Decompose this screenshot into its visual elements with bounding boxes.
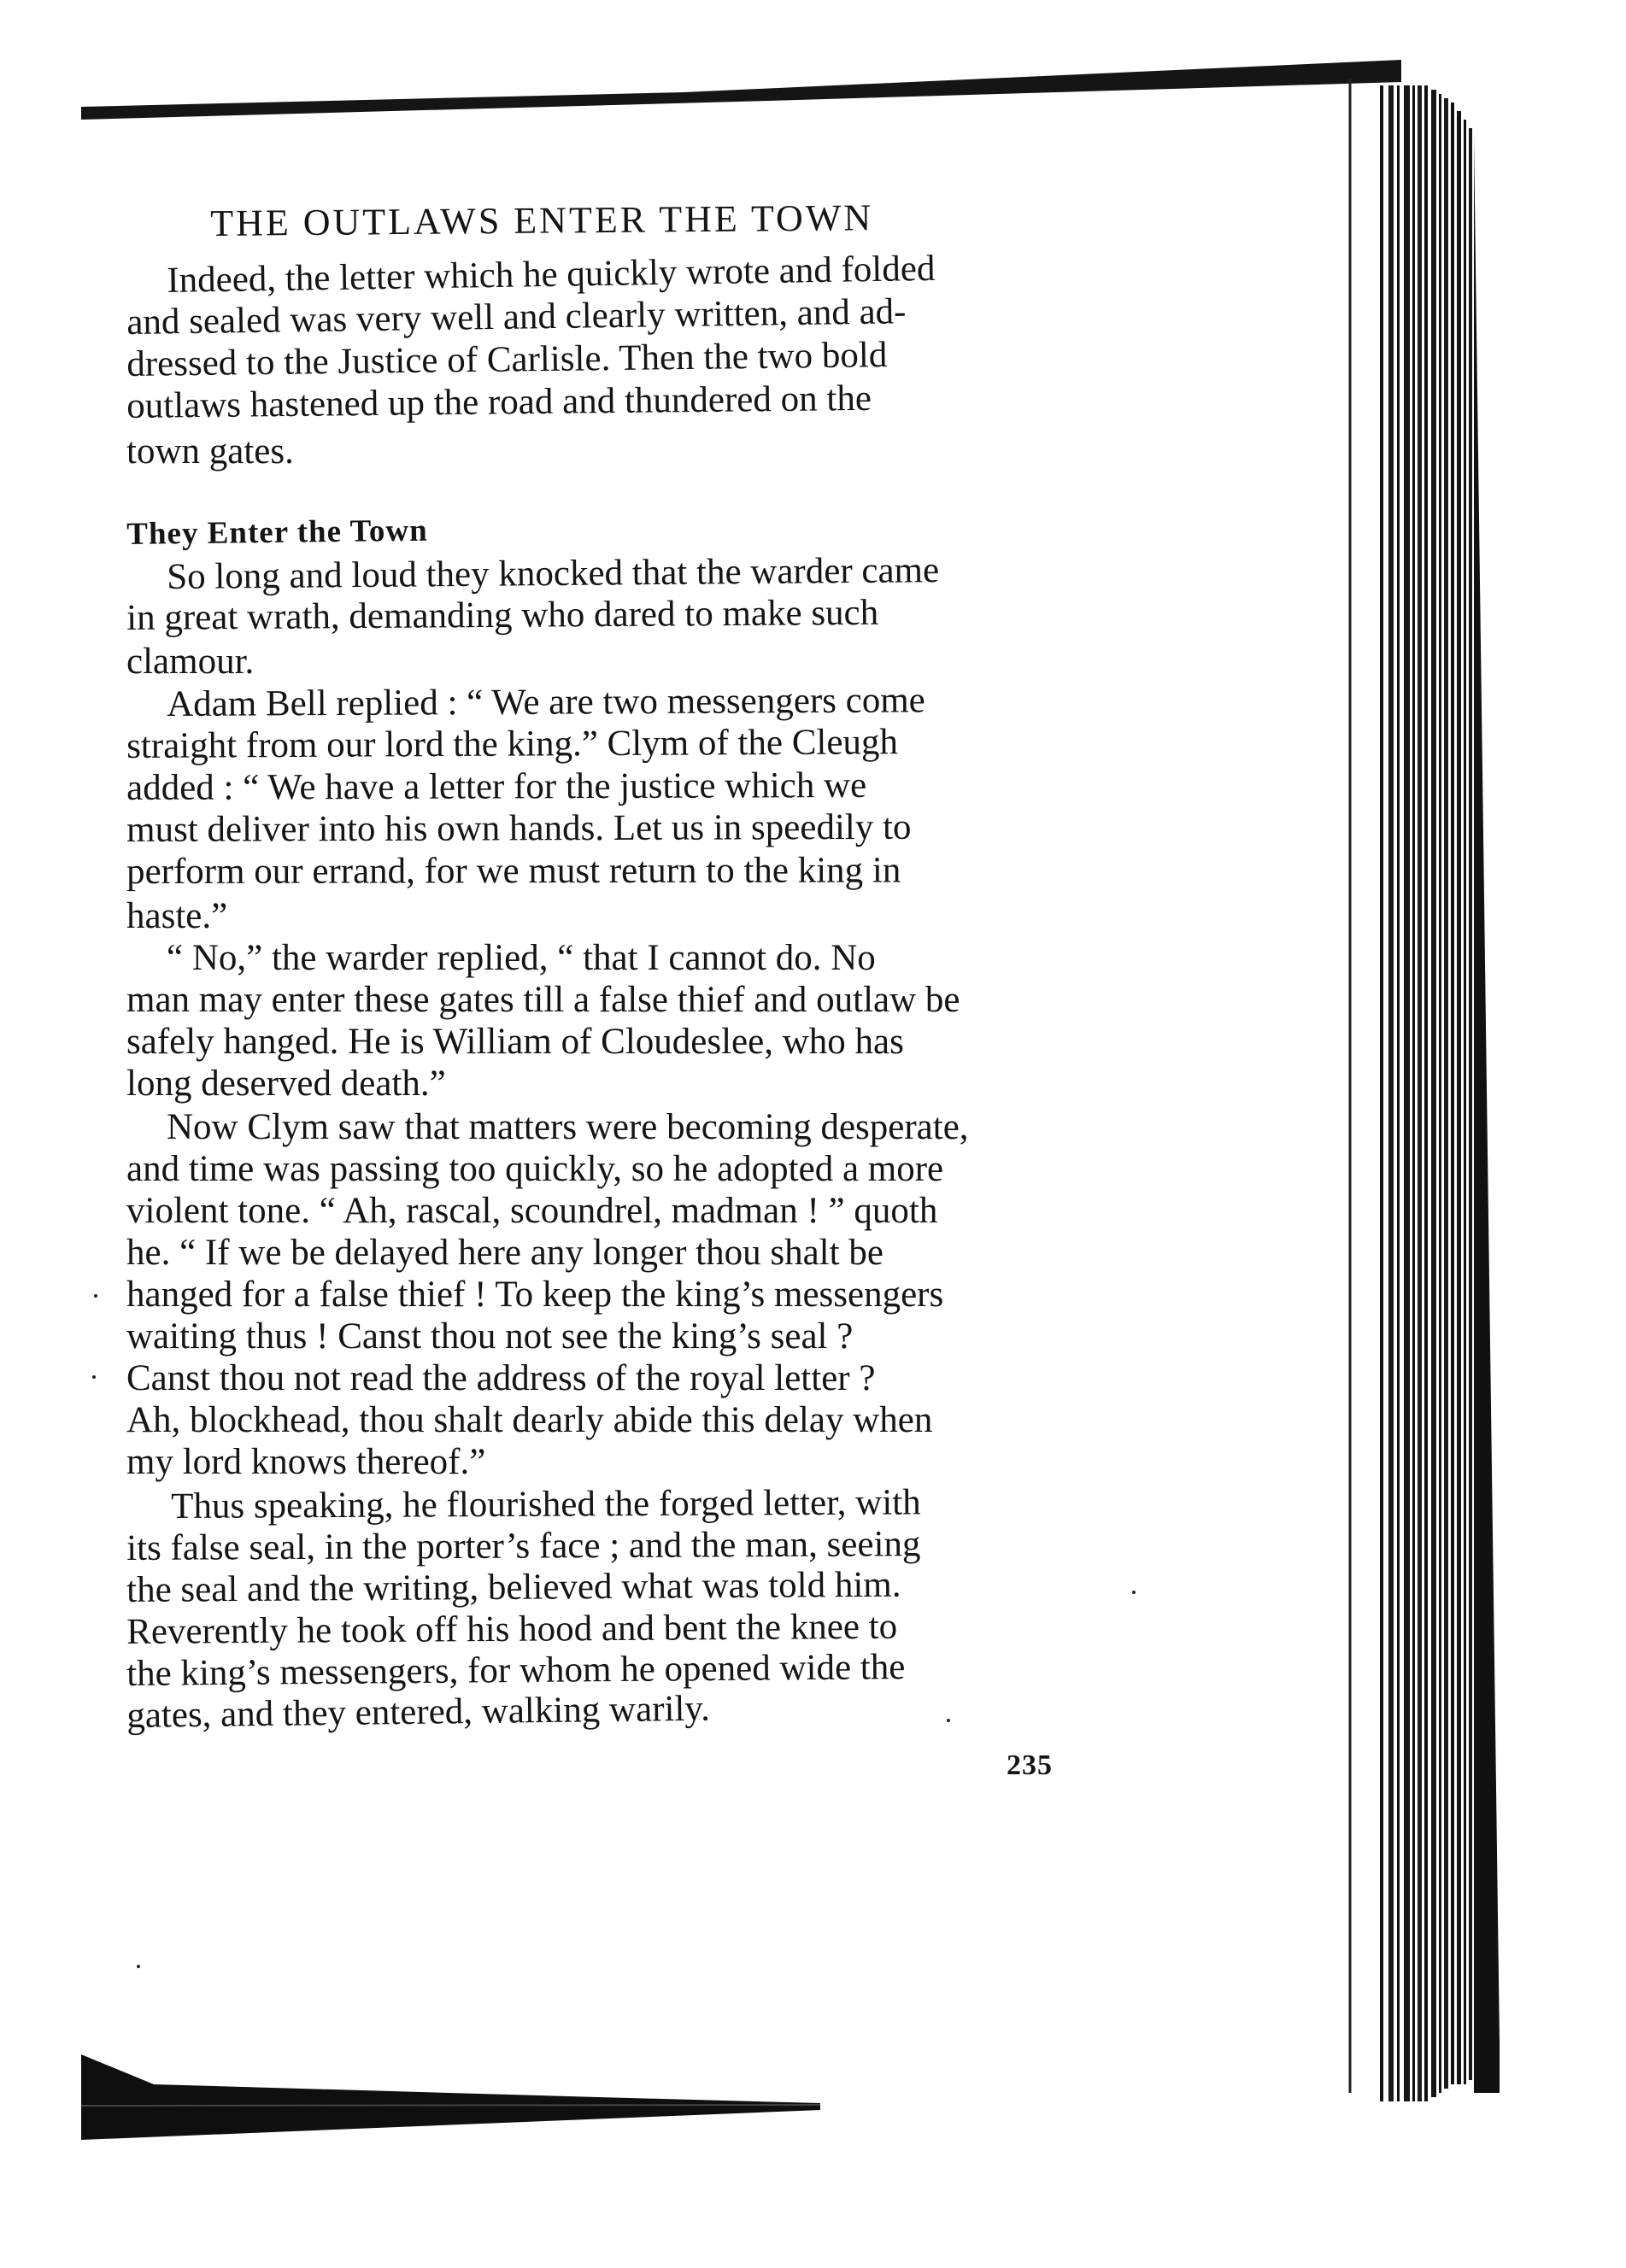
text-line: the king’s messengers, for whom he opened wide the: [126, 1647, 906, 1694]
text-line: “ No,” the warder replied, “ that I cannot do. No: [167, 938, 876, 978]
page-number: 235: [1007, 1749, 1053, 1781]
text-line: Now Clym saw that matters were becoming desperate,: [167, 1107, 969, 1147]
text-line: its false seal, in the porter’s face ; and the man, seeing: [126, 1524, 921, 1568]
text-line: Adam Bell replied : “ We are two messengers come: [167, 680, 925, 724]
text-line: he. “ If we be delayed here any longer thou shalt be: [126, 1233, 883, 1273]
text-line: Canst thou not read the address of the royal letter ?: [126, 1358, 876, 1398]
text-line: Ah, blockhead, thou shalt dearly abide this delay when: [126, 1400, 933, 1440]
text-line: haste.”: [126, 896, 228, 936]
text-line: perform our errand, for we must return to the king in: [126, 850, 901, 892]
text-line: and sealed was very well and clearly written, and ad-: [126, 291, 907, 343]
side-note-heading: They Enter the Town: [126, 513, 428, 552]
text-line: waiting thus ! Canst thou not see the king’s seal ?: [126, 1316, 854, 1357]
text-line: violent tone. “ Ah, rascal, scoundrel, madman ! ” quoth: [126, 1191, 938, 1231]
text-line: must deliver into his own hands. Let us in speedily to: [126, 806, 912, 850]
page-edge-stack: [1363, 77, 1534, 2110]
text-line: in great wrath, demanding who dared to make such: [126, 592, 879, 638]
text-line: gates, and they entered, walking warily.: [126, 1688, 711, 1736]
text-line: added : “ We have a letter for the justice which we: [126, 765, 867, 808]
scan-speck: [137, 1965, 140, 1968]
text-line: So long and loud they knocked that the warder came: [167, 550, 940, 597]
text-line: long deserved death.”: [126, 1064, 446, 1104]
text-line: outlaws hastened up the road and thundered on the: [126, 378, 872, 426]
text-line: Thus speaking, he flourished the forged letter, with: [171, 1482, 921, 1527]
text-line: man may enter these gates till a false thief and outlaw be: [126, 980, 960, 1020]
text-line: and time was passing too quickly, so he adopted a more: [126, 1149, 944, 1189]
text-line: the seal and the writing, believed what was told him.: [126, 1564, 901, 1610]
running-head: THE OUTLAWS ENTER THE TOWN: [210, 196, 874, 244]
text-line: clamour.: [126, 642, 255, 682]
scan-speck: [947, 1719, 950, 1722]
text-line: safely hanged. He is William of Cloudeslee, who has: [126, 1022, 904, 1062]
text-line: Reverently he took off his hood and bent the knee to: [126, 1606, 898, 1652]
scan-speck: [94, 1294, 97, 1298]
text-line: dressed to the Justice of Carlisle. Then the two bold: [126, 335, 888, 384]
text-line: town gates.: [126, 431, 294, 472]
scan-speck: [1132, 1591, 1136, 1594]
text-line: Indeed, the letter which he quickly wrote and folded: [167, 248, 936, 301]
scan-speck: [92, 1375, 96, 1379]
text-line: straight from our lord the king.” Clym of the Cleugh: [126, 722, 899, 766]
text-line: hanged for a false thief ! To keep the king’s messengers: [126, 1275, 944, 1315]
text-line: my lord knows thereof.”: [126, 1442, 486, 1482]
